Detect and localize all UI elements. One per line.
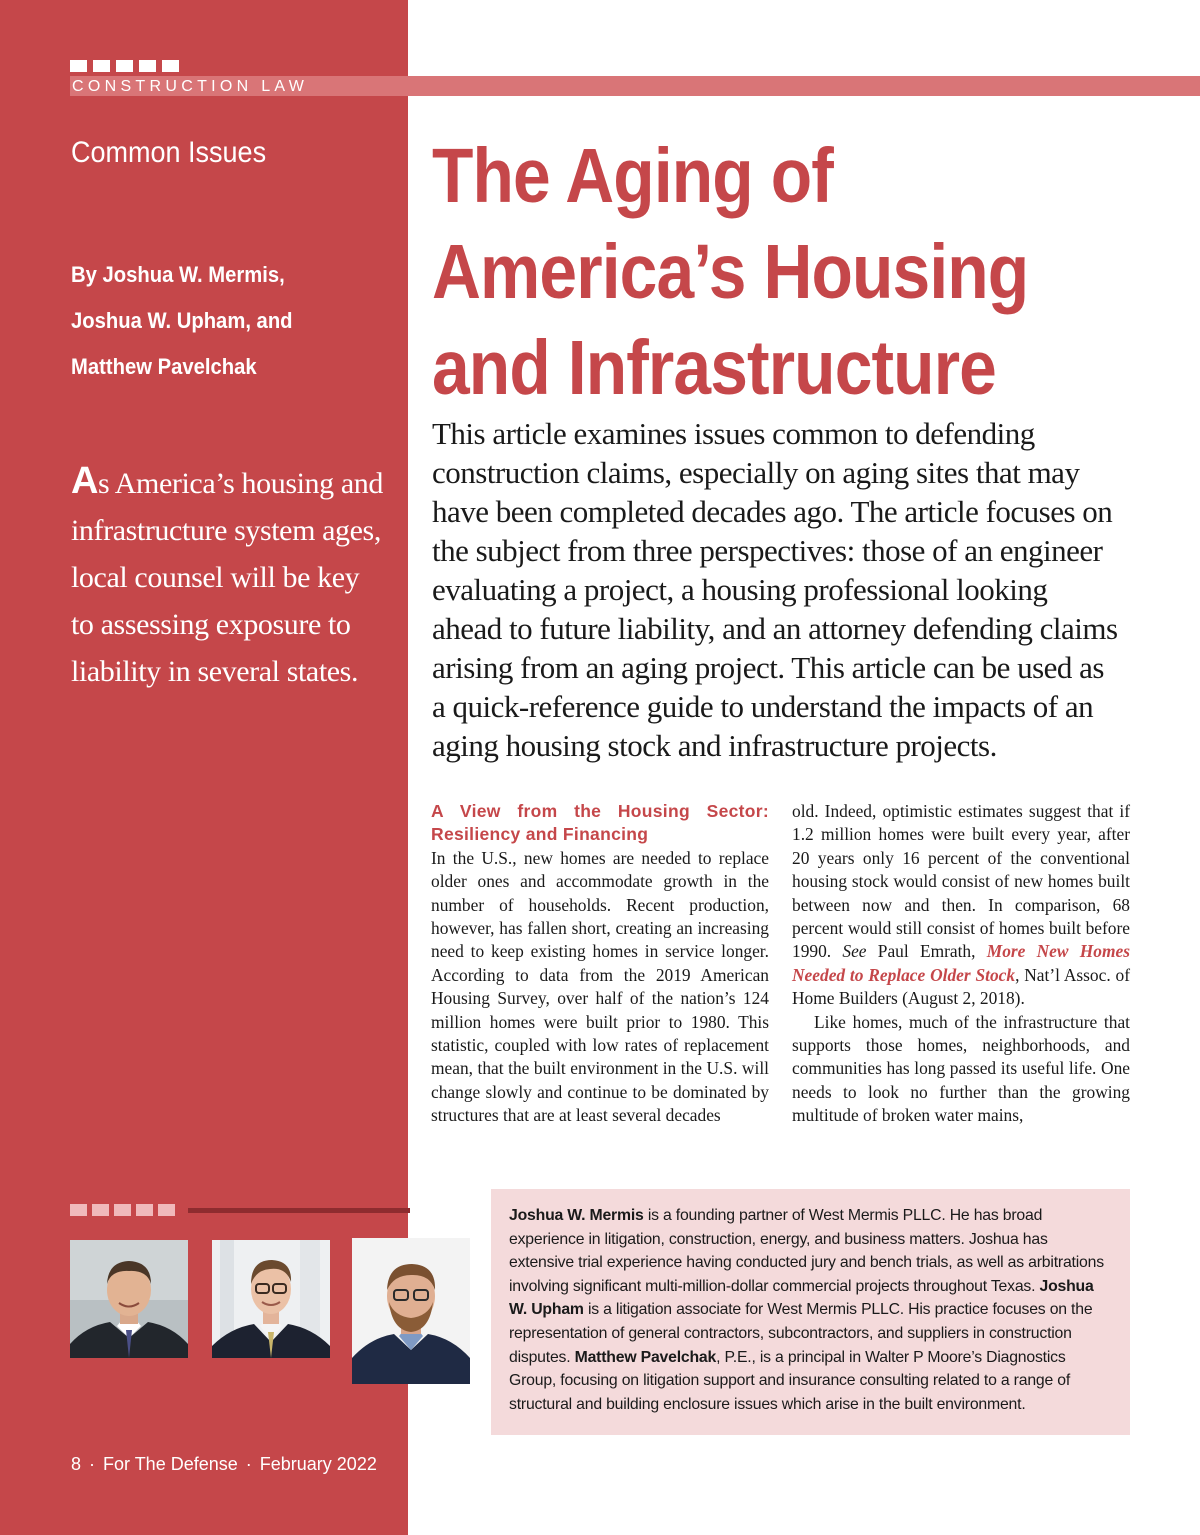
- bio-text: is a litigation associate for West Mermis PLLC. His practice focuses on the representation of general contractors, subcontractors, and suppliers in construction disputes.: [509, 1301, 1093, 1366]
- title-line: The Aging of: [432, 133, 833, 219]
- byline-line: Joshua W. Upham, and: [71, 308, 293, 333]
- intro-paragraph: This article examines issues common to defending construction claims, especially on aging sites that may have been completed decades ago. The article focuses on the subject from three perspectives: those of an engineer evaluating a project, a housing professional looking ahead to future liability, and an attorney defending claims arising from an aging project. This article can be used as a quick-reference guide to understand the impacts of an aging housing stock and infrastructure projects.: [432, 416, 1118, 763]
- author-photo-pavelchak: [352, 1238, 470, 1384]
- byline: [71, 252, 293, 390]
- section-label: CONSTRUCTION LAW: [72, 78, 309, 95]
- decor-square: [92, 1204, 109, 1216]
- author-photo-mermis: [70, 1240, 188, 1358]
- citation-source: , Nat’l Assoc. of Home Builders (August 2, 2018).: [792, 964, 1130, 1009]
- decor-square: [70, 60, 87, 72]
- bio-name: Matthew Pavelchak: [574, 1348, 717, 1366]
- title-line: and Infrastructure: [432, 325, 996, 411]
- publication-name: For The Defense: [103, 1454, 238, 1474]
- body-text: old. Indeed, optimistic estimates suggest that if 1.2 million homes were built every year, after 20 years only 16 percent of the conventional housing stock would consist of new homes built between now and then. In comparison, 68 percent would still consist of homes built before 1990.: [792, 801, 1130, 962]
- column-label: Common Issues: [71, 136, 267, 169]
- byline-line: Matthew Pavelchak: [71, 354, 257, 379]
- title-line: America’s Housing: [432, 229, 1029, 315]
- author-divider: [188, 1208, 410, 1213]
- citation-signal: See: [842, 941, 867, 962]
- decor-square: [158, 1204, 175, 1216]
- article-title: [432, 128, 1028, 416]
- bio-name: Joshua W. Upham: [509, 1277, 1094, 1319]
- decor-square: [162, 60, 179, 72]
- footer-separator: ·: [245, 1454, 252, 1474]
- subhead: A View from the Housing Sector: Resiliency and Financing: [431, 801, 769, 845]
- decor-square: [116, 60, 133, 72]
- left-sidebar: [0, 0, 408, 1535]
- decor-square: [93, 60, 110, 72]
- author-bio-text: [509, 1204, 1114, 1416]
- issue-date: February 2022: [259, 1454, 377, 1474]
- pull-quote-text: s America’s housing and infrastructure system ages, local counsel will be key to assessing exposure to liability in several states.: [71, 467, 383, 688]
- citation-author: Paul Emrath,: [877, 941, 976, 962]
- decor-square: [136, 1204, 153, 1216]
- body-paragraph: In the U.S., new homes are needed to replace older ones and accommodate growth in the number of households. Recent production, however, has fallen short, creating an increasing need to keep existing homes in service longer. According to data from the 2019 American Housing Survey, over half of the nation’s 124 million homes were built prior to 1980. This statistic, coupled with low rates of replacement mean, that the built environment in the U.S. will change slowly and continue to be dominated by structures that are at least several decades: [431, 847, 769, 1126]
- drop-cap: A: [71, 460, 99, 502]
- citation-link[interactable]: More New Homes Needed to Replace Older Stock: [792, 941, 1130, 985]
- section-squares: [70, 60, 179, 72]
- byline-line: By Joshua W. Mermis,: [71, 262, 285, 287]
- decor-square: [114, 1204, 131, 1216]
- pull-quote: [71, 458, 386, 695]
- footer-separator: ·: [89, 1454, 96, 1474]
- bio-name: Joshua W. Mermis: [509, 1207, 644, 1224]
- body-paragraph: [792, 800, 1130, 1011]
- author-squares: [70, 1204, 175, 1216]
- body-paragraph: Like homes, much of the infrastructure that supports those homes, neighborhoods, and communities has long passed its useful life. One needs to look no further than the growing multitude of broken water mains,: [792, 1011, 1130, 1126]
- bio-text: is a founding partner of West Mermis PLLC. He has broad experience in litigation, construction, energy, and business matters. Joshua has extensive trial experience having conducted jury and bench trials, as well as arbitrations involving significant multi-million-dollar commercial projects throughout Texas.: [509, 1207, 1104, 1295]
- body-column-2: [792, 800, 1130, 1128]
- decor-square: [139, 60, 156, 72]
- body-column-1: [431, 800, 769, 1128]
- decor-square: [70, 1204, 87, 1216]
- bio-text: , P.E., is a principal in Walter P Moore’s Diagnostics Group, focusing on litigation support and insurance consulting related to a range of structural and building enclosure issues which arise in the built environment.: [509, 1348, 1071, 1413]
- page-number: 8: [71, 1454, 82, 1474]
- author-photo-upham: [212, 1240, 330, 1358]
- page-footer: [71, 1454, 377, 1475]
